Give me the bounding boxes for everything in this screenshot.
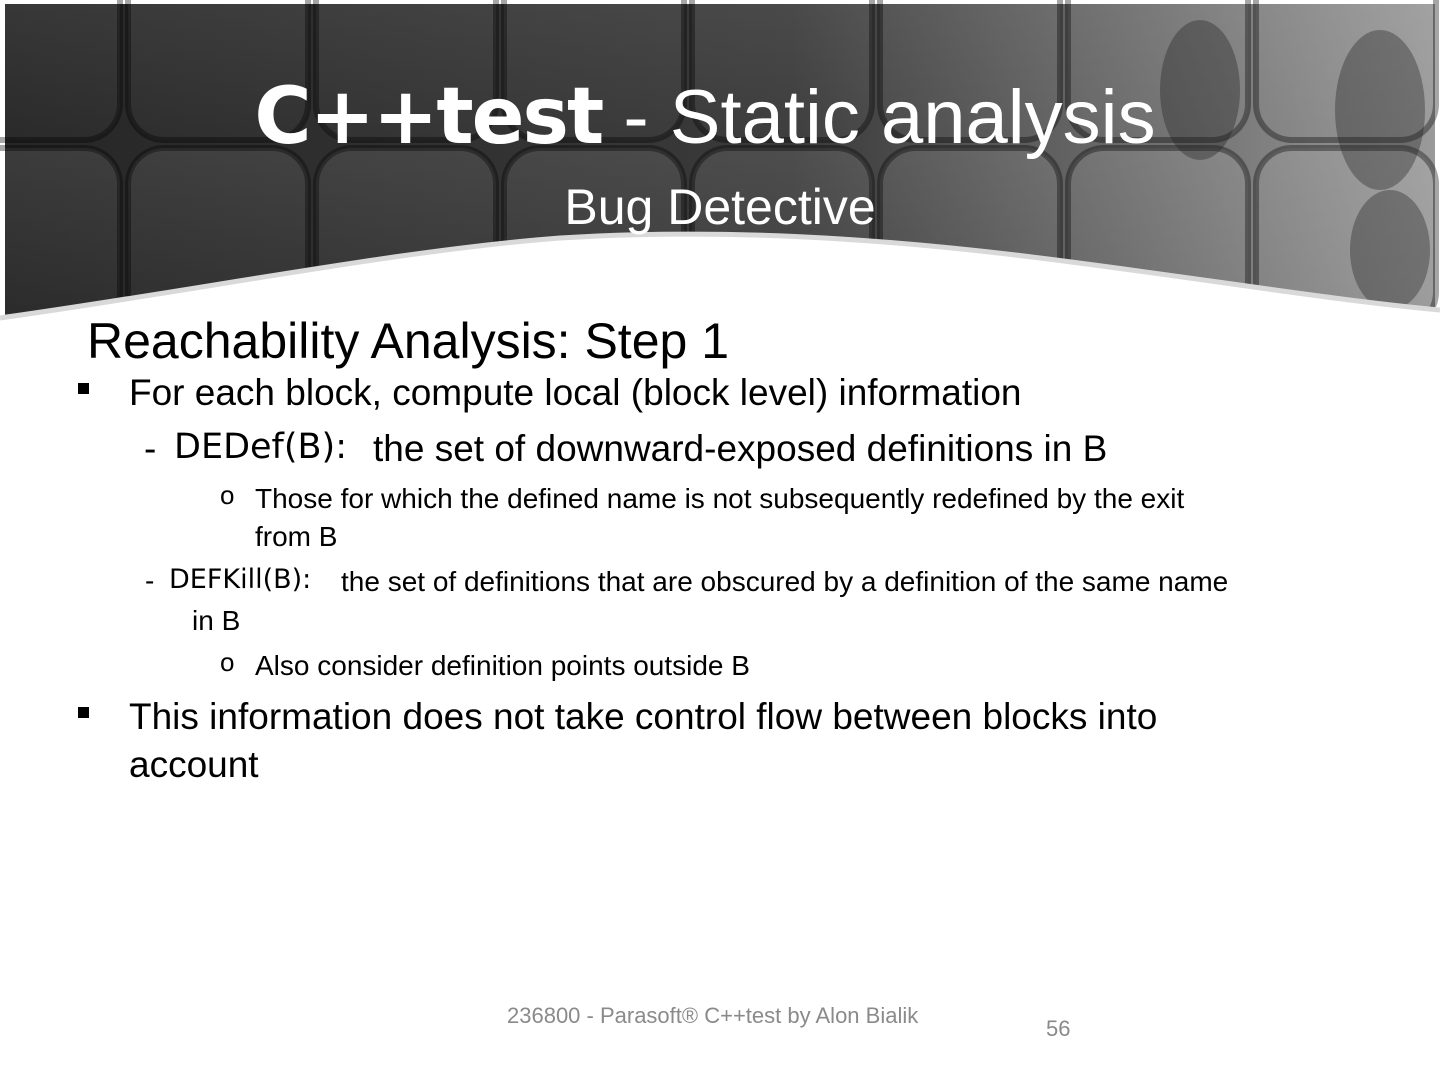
bullet-item-1: For each block, compute local (block level) information [129,372,1022,413]
defkill-description-line1: the set of definitions that are obscured by a definition of the same name [341,566,1229,597]
bullet-item-2-line2: account [129,744,259,785]
footer-text: 236800 - Parasoft® C++test by Alon Bialik [507,1003,919,1028]
title-rest: - Static analysis [602,75,1156,160]
page-number: 56 [1046,1016,1071,1041]
dash-marker-2: - [145,565,155,596]
dedef-note-line2: from B [255,521,338,552]
defkill-description-line2: in B [192,605,241,636]
slide-title [0,72,1410,162]
dedef-term: DEDef(B): [174,427,347,467]
square-bullet-icon [78,383,89,394]
circle-marker-1: o [220,480,235,510]
defkill-term: DEFKill(B): [169,564,312,595]
circle-marker-2: o [220,647,235,677]
dedef-description: the set of downward-exposed definitions in B [373,428,1108,469]
bullet-item-2-line1: This information does not take control flow between blocks into [129,696,1158,737]
section-heading: Reachability Analysis: Step 1 [87,313,730,369]
slide-subtitle: Bug Detective [564,179,876,235]
title-brand: C++test [254,72,603,162]
dedef-note-line1: Those for which the defined name is not subsequently redefined by the exit [255,483,1185,514]
defkill-note: Also consider definition points outside B [255,650,750,681]
square-bullet-icon [78,707,89,718]
banner-background [0,0,1440,330]
header-banner [0,0,1440,330]
dash-marker-1: - [144,428,157,469]
